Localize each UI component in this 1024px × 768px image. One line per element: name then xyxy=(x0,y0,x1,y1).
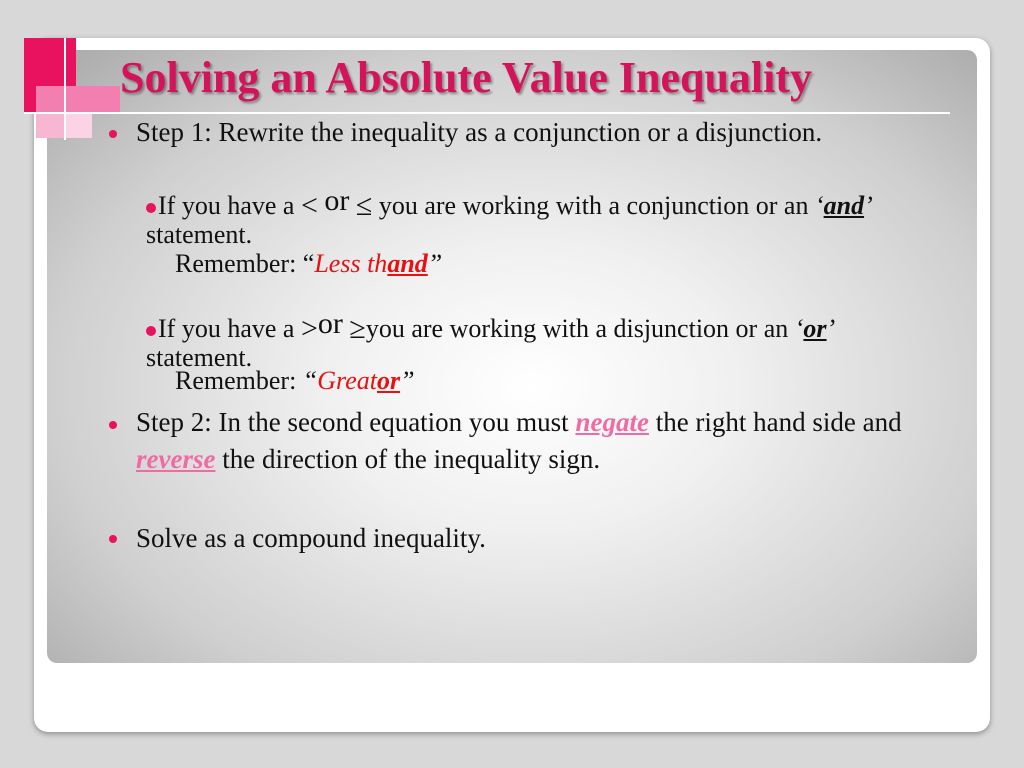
decor-vertical-line xyxy=(64,38,66,140)
decor-bar-pink xyxy=(36,86,120,112)
bullet-dot-icon xyxy=(109,535,117,543)
sub-bullet-dot-icon xyxy=(146,203,156,213)
bullet-step-2: Step 2: In the second equation you must negate the right hand side and reverse the direction of the inequality sign. xyxy=(136,407,902,474)
keyword-negate: negate xyxy=(575,407,649,437)
sub-bullet-dot-icon xyxy=(146,326,156,336)
less-than-symbol: < xyxy=(300,189,318,222)
keyword-reverse: reverse xyxy=(136,444,216,474)
remember-greater-than: Remember: “Greator” xyxy=(175,366,415,395)
mnemonic-or: or xyxy=(376,366,401,395)
mnemonic-and: and xyxy=(387,249,428,278)
keyword-and: and xyxy=(823,191,865,220)
keyword-or: or xyxy=(803,314,827,343)
slide-title: Solving an Absolute Value Inequality xyxy=(120,53,813,102)
bullet-dot-icon xyxy=(109,130,117,138)
less-equal-symbol: ≤ xyxy=(355,189,373,222)
greater-than-symbol: > xyxy=(300,312,318,345)
or-word: or xyxy=(317,307,343,340)
bullet-solve-compound: Solve as a compound inequality. xyxy=(136,523,486,553)
greater-equal-symbol: ≥ xyxy=(349,312,366,345)
sub-bullet-disjunction: If you have a >or ≥you are working with a disjunction or an ‘or’ statement. xyxy=(146,307,836,372)
decor-square-pale-pink xyxy=(64,112,92,138)
sub-bullet-conjunction: If you have a < or ≤ you are working with a conjunction or an ‘and’ statement. xyxy=(146,184,873,249)
or-word: or xyxy=(324,184,350,217)
decor-square-light-pink xyxy=(36,112,64,138)
bullet-step-1: Step 1: Rewrite the inequality as a conjunction or a disjunction. xyxy=(136,117,823,147)
remember-less-than: Remember: “Less thand” xyxy=(175,249,443,278)
bullet-dot-icon xyxy=(109,421,117,429)
